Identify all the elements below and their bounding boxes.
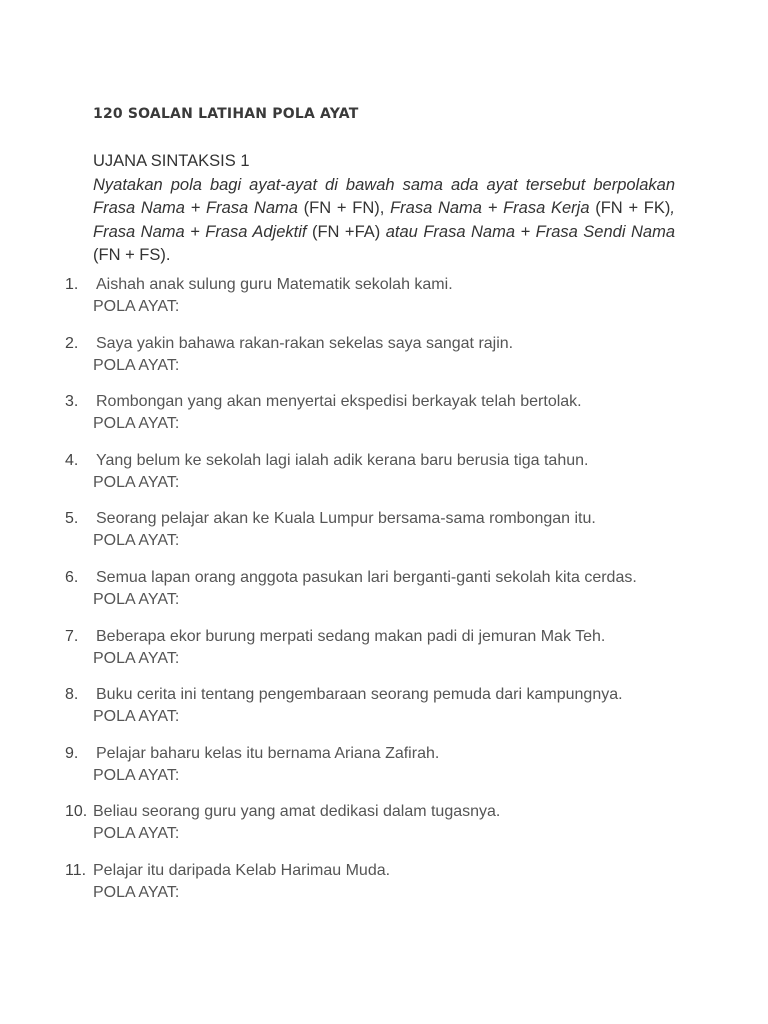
question-number: 11. (65, 861, 87, 879)
question-text: Pelajar baharu kelas itu bernama Ariana Zafirah. (96, 744, 440, 762)
question-number: 10. (65, 803, 88, 821)
answer-label: POLA AYAT: (93, 825, 180, 843)
answer-label: POLA AYAT: (93, 766, 180, 784)
answer-label: POLA AYAT: (93, 883, 180, 901)
document-title: 120 SOALAN LATIHAN POLA AYAT (93, 106, 359, 122)
answer-label: POLA AYAT: (93, 649, 180, 667)
question-text: Rombongan yang akan menyertai ekspedisi berkayak telah bertolak. (96, 393, 582, 411)
question-text: Semua lapan orang anggota pasukan lari berganti-ganti sekolah kita cerdas. (96, 568, 637, 586)
question-number: 6. (65, 568, 79, 586)
answer-label: POLA AYAT: (93, 298, 180, 315)
answer-label: POLA AYAT: (93, 708, 180, 726)
question-number: 5. (65, 510, 79, 528)
instruction-italic-run: atau Frasa Nama + Frasa Sendi Nama (385, 222, 676, 241)
exercise-intro (93, 150, 675, 268)
question-text: Buku cerita ini tentang pengembaraan seorang pemuda dari kampungnya. (96, 686, 623, 704)
instruction-regular-run: (FN + FK) (589, 199, 671, 217)
question-number: 1. (65, 276, 79, 293)
question-number: 3. (65, 393, 79, 411)
section-heading: UJANA SINTAKSIS 1 (93, 152, 250, 170)
answer-label: POLA AYAT: (93, 415, 180, 433)
question-number: 9. (65, 744, 79, 762)
question-text: Seorang pelajar akan ke Kuala Lumpur bersama-sama rombongan itu. (96, 510, 596, 528)
question-text: Aishah anak sulung guru Matematik sekolah kami. (96, 276, 453, 293)
question-text: Pelajar itu daripada Kelab Harimau Muda. (93, 861, 391, 879)
answer-label: POLA AYAT: (93, 356, 180, 374)
question-number: 4. (65, 451, 79, 469)
instruction-regular-run: (FN +FA) (306, 222, 386, 241)
instruction-italic-run: Nyatakan pola bagi ayat-ayat di bawah sama ada ayat tersebut berpolakan Frasa Nama + Frasa Nama (93, 175, 675, 217)
question-text: Beberapa ekor burung merpati sedang makan padi di jemuran Mak Teh. (96, 627, 606, 645)
question-text: Beliau seorang guru yang amat dedikasi dalam tugasnya. (93, 803, 501, 821)
question-number: 2. (65, 334, 79, 352)
question-number: 8. (65, 686, 79, 704)
instruction-italic-run: , Frasa Nama + Frasa Adjektif (93, 199, 675, 241)
instruction-regular-run: (FN + FN), (297, 199, 391, 217)
question-text: Saya yakin bahawa rakan-rakan sekelas saya sangat rajin. (96, 334, 514, 352)
answer-label: POLA AYAT: (93, 473, 180, 491)
answer-label: POLA AYAT: (93, 590, 180, 608)
instruction-text (93, 174, 675, 268)
instruction-italic-run: Frasa Nama + Frasa Kerja (390, 199, 590, 217)
answer-label: POLA AYAT: (93, 532, 180, 550)
question-number: 7. (65, 627, 79, 645)
instruction-regular-run: (FN + FS). (93, 246, 171, 264)
question-text: Yang belum ke sekolah lagi ialah adik kerana baru berusia tiga tahun. (96, 451, 589, 469)
